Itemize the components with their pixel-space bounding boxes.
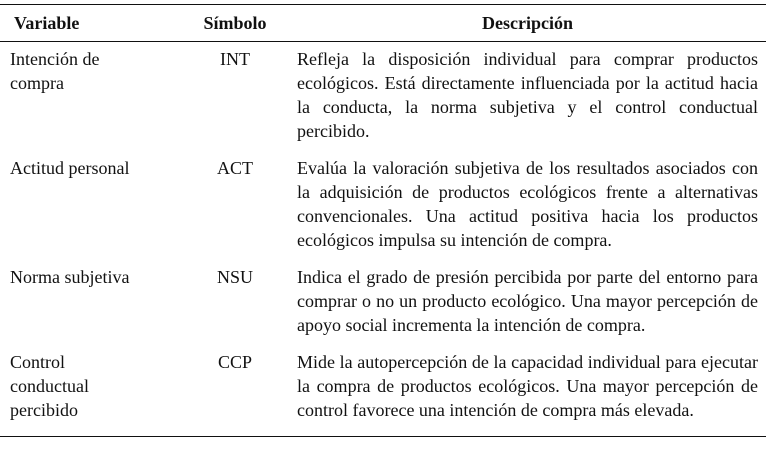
variable-cell: Actitud personal	[10, 158, 130, 178]
table-row	[0, 42, 766, 157]
header-row	[0, 5, 766, 42]
table-row	[0, 350, 766, 437]
symbol-cell: CCP	[217, 352, 253, 372]
header-description: Descripción	[482, 12, 573, 33]
table-row	[0, 265, 766, 350]
description-cell: Indica el grado de presión percibida por parte del entorno para comprar o no un producto ecológico. Una mayor percepción de apoyo social incrementa la intención de compra.	[297, 267, 758, 335]
symbol-cell: ACT	[217, 158, 253, 178]
description-cell: Refleja la disposición individual para comprar productos ecológicos. Está directamente influenciada por la actitud hacia la conducta, la norma subjetiva y el control conductual percibido.	[297, 49, 758, 141]
variables-table	[0, 4, 766, 437]
symbol-cell: INT	[220, 49, 250, 69]
header-variable: Variable	[14, 12, 80, 33]
description-cell: Mide la autopercepción de la capacidad individual para ejecutar la compra de productos ecológicos. Una mayor percepción de control favorece una intención de compra más elevada.	[297, 352, 758, 420]
variable-cell: Norma subjetiva	[10, 267, 130, 287]
table-row	[0, 156, 766, 265]
variable-cell: Control conductual percibido	[10, 352, 89, 420]
header-symbol: Símbolo	[203, 12, 267, 33]
description-cell: Evalúa la valoración subjetiva de los resultados asociados con la adquisición de productos ecológicos frente a alternativas convencionales. Una actitud positiva hacia los productos ecológicos impulsa su intención de compra.	[297, 158, 758, 250]
variable-cell: Intención de compra	[10, 49, 100, 93]
symbol-cell: NSU	[216, 267, 253, 287]
